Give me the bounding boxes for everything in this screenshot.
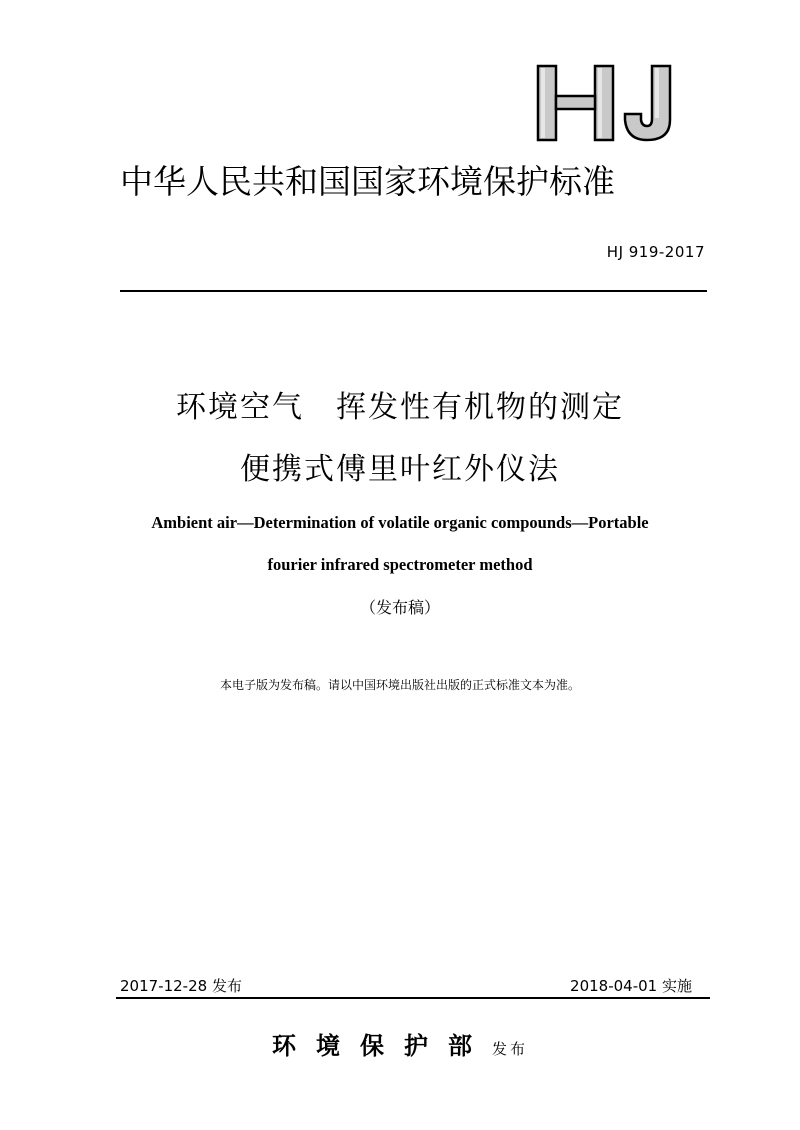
edition-notice: 本电子版为发布稿。请以中国环境出版社出版的正式标准文本为准。 bbox=[219, 678, 580, 692]
issue-date: 2017-12-28 发布 bbox=[120, 977, 242, 995]
issuer-suffix: 发布 bbox=[491, 1040, 528, 1058]
standard-number: HJ 919-2017 bbox=[606, 243, 705, 261]
issuer-name: 环境保护部 bbox=[271, 1031, 492, 1060]
english-title-line-2: fourier infrared spectrometer method bbox=[267, 555, 533, 574]
english-title-line-1: Ambient air—Determination of volatile organic compounds—Portable bbox=[151, 513, 649, 532]
hj-logo bbox=[535, 62, 685, 144]
issuer bbox=[0, 1026, 800, 1061]
header-divider bbox=[120, 290, 707, 292]
draft-label: （发布稿） bbox=[359, 598, 440, 617]
chinese-title-line-2: 便携式傅里叶红外仪法 bbox=[240, 452, 560, 487]
effective-date: 2018-04-01 实施 bbox=[570, 977, 692, 995]
footer-divider bbox=[116, 997, 710, 999]
chinese-title-line-1: 环境空气 挥发性有机物的测定 bbox=[176, 390, 624, 425]
standard-category-title: 中华人民共和国国家环境保护标准 bbox=[120, 162, 615, 201]
